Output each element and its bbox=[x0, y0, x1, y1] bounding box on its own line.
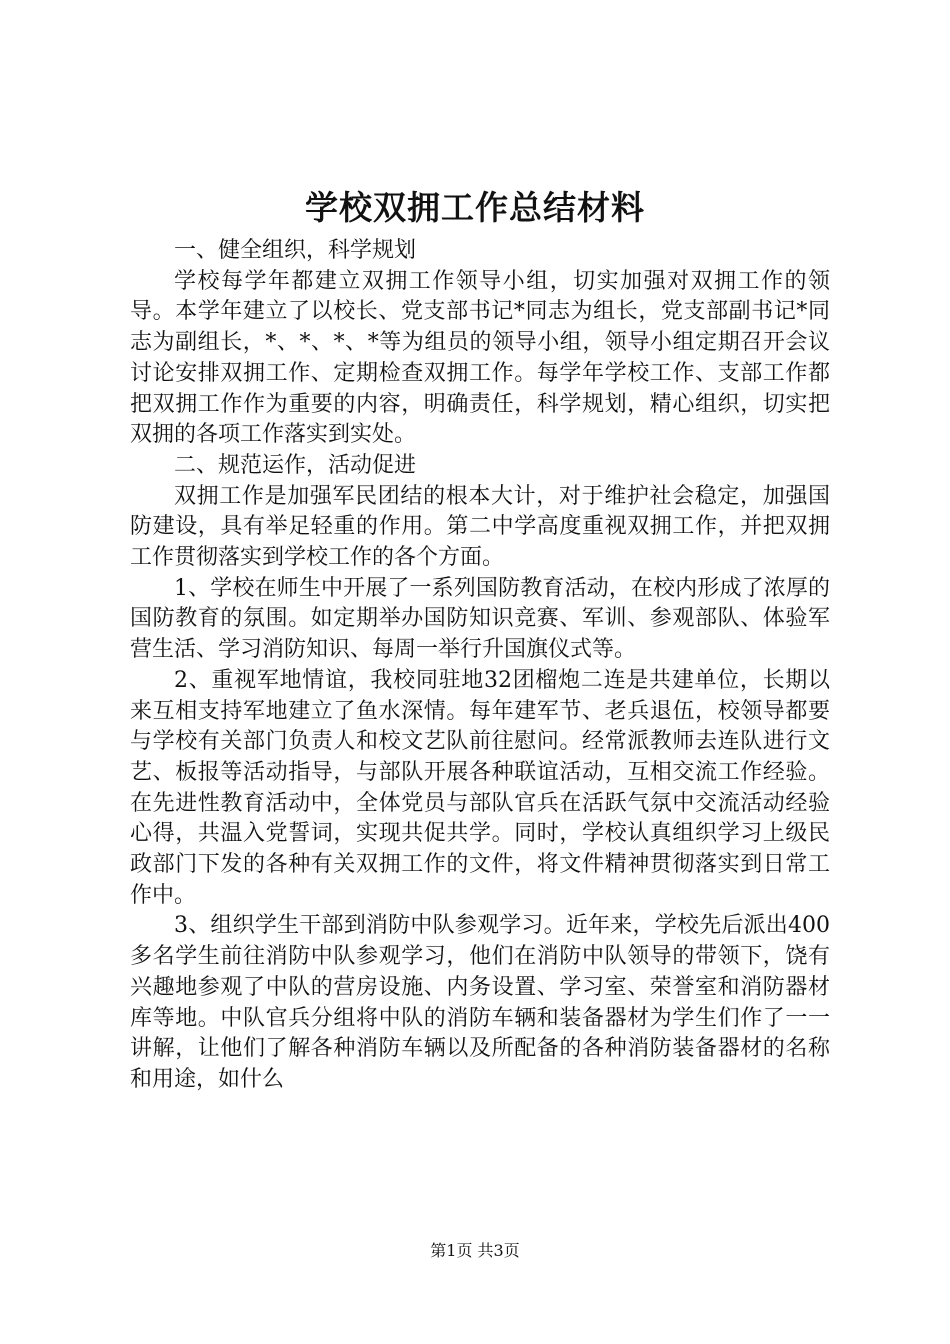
page-footer: 第1页 共3页 bbox=[430, 1241, 520, 1260]
body-paragraph: 3、组织学生干部到消防中队参观学习。近年来，学校先后派出400多名学生前往消防中队参观学习，他们在消防中队领导的带领下，饶有兴趣地参观了中队的营房设施、内务设置、学习室、荣誉室和消防器材库等地。中队官兵分组将中队的消防车辆和装备器材为学生们作了一一讲解，让他们了解各种消防车辆以及所配备的各种消防装备器材的名称和用途，如什么 bbox=[130, 913, 830, 1092]
body-paragraph: 2、重视军地情谊，我校同驻地32团榴炮二连是共建单位，长期以来互相支持军地建立了鱼水深情。每年建军节、老兵退伍，校领导都要与学校有关部门负责人和校文艺队前往慰问。经常派教师去连队进行文艺、板报等活动指导，与部队开展各种联谊活动，互相交流工作经验。在先进性教育活动中，全体党员与部队官兵在活跃气氛中交流活动经验心得，共温入党誓词，实现共促共学。同时，学校认真组织学习上级民政部门下发的各种有关双拥工作的文件，将文件精神贯彻落实到日常工作中。 bbox=[130, 667, 830, 908]
body-paragraph: 学校每学年都建立双拥工作领导小组，切实加强对双拥工作的领导。本学年建立了以校长、党支部书记*同志为组长，党支部副书记*同志为副组长，*、*、*、*等为组员的领导小组，领导小组定期召开会议讨论安排双拥工作、定期检查双拥工作。每学年学校工作、支部工作都把双拥工作作为重要的内容，明确责任，科学规划，精心组织，切实把双拥的各项工作落实到实处。 bbox=[130, 268, 830, 448]
document-body bbox=[130, 236, 830, 1096]
document-title: 学校双拥工作总结材料 bbox=[305, 188, 645, 227]
body-paragraph: 1、学校在师生中开展了一系列国防教育活动，在校内形成了浓厚的国防教育的氛围。如定期举办国防知识竞赛、军训、参观部队、体验军营生活、学习消防知识、每周一举行升国旗仪式等。 bbox=[130, 575, 830, 663]
body-paragraph: 双拥工作是加强军民团结的根本大计，对于维护社会稳定，加强国防建设，具有举足轻重的作用。第二中学高度重视双拥工作，并把双拥工作贯彻落实到学校工作的各个方面。 bbox=[130, 483, 830, 571]
section-heading: 一、健全组织，科学规划 bbox=[174, 238, 417, 263]
section-heading: 二、规范运作，活动促进 bbox=[174, 452, 417, 478]
